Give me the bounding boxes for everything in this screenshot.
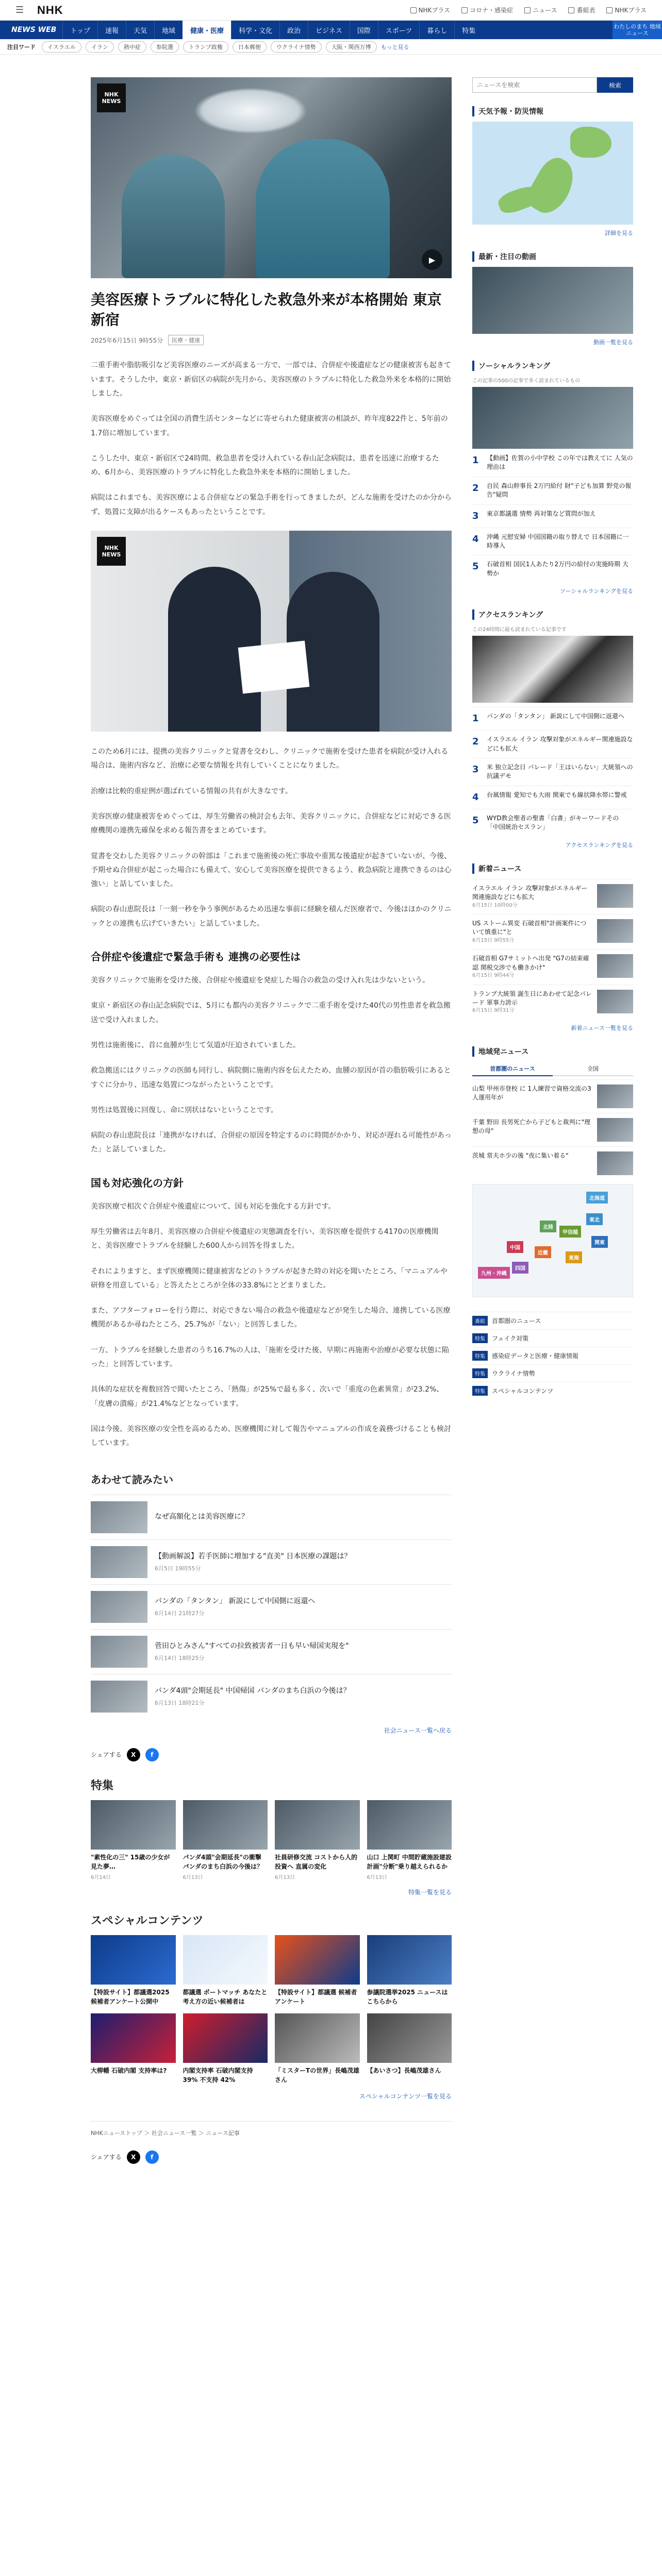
special-card[interactable] bbox=[367, 2013, 452, 2084]
news-item-title: US ストーム異変 石破首相"計画案件について慎重に"と bbox=[472, 920, 587, 936]
article-paragraph: 美容医療をめぐっては全国の消費生活センターなどに寄せられた健康被害の相談が、昨年度822件と、5年前の1.7倍に増加しています。 bbox=[91, 415, 448, 437]
related-item[interactable] bbox=[91, 1495, 452, 1539]
rank-number: 5 bbox=[472, 561, 479, 572]
article-column bbox=[91, 77, 452, 2177]
article-subheading: 国も対応強化の方針 bbox=[91, 1176, 184, 1189]
article-paragraph: 覚書を交わした美容クリニックの幹部は「これまで施術後の死亡事故や重篤な後遺症が起きていないが、今後、予期せぬ合併症が起こった場合にも備えて、安心して美容医療を提供できるよう、救急病院と連携できるのは心強い」と話していました。 bbox=[91, 852, 452, 889]
region-hokkaido[interactable]: 北海道 bbox=[586, 1192, 608, 1204]
video-title: 最新・注目の動画 bbox=[472, 251, 633, 262]
hero-video[interactable] bbox=[91, 77, 452, 278]
weather-title: 天気予報・防災情報 bbox=[472, 106, 633, 116]
special-card-title: 【特設サイト】都議選2025 候補者アンケート公開中 bbox=[91, 1988, 170, 2005]
new-news-more-link[interactable]: 新着ニュース一覧を見る bbox=[571, 1024, 633, 1031]
region-kanto[interactable]: 関東 bbox=[591, 1236, 608, 1248]
keyword-chip[interactable]: 参院選 bbox=[151, 41, 179, 53]
related-thumbnail bbox=[91, 1636, 147, 1668]
local-tabs bbox=[472, 1062, 633, 1076]
feature-card[interactable] bbox=[183, 1800, 268, 1880]
rank-number: 4 bbox=[472, 533, 479, 545]
tab-national[interactable]: 全国 bbox=[553, 1062, 633, 1076]
special-thumbnail bbox=[275, 2013, 360, 2063]
program-item[interactable] bbox=[472, 1312, 633, 1329]
rank-number: 1 bbox=[472, 713, 479, 724]
main-nav bbox=[0, 21, 662, 39]
rank-title: イスラエル イラン 攻撃対象がエネルギー関連施設などにも拡大 bbox=[487, 736, 633, 752]
program-item[interactable] bbox=[472, 1364, 633, 1382]
nav-item-breaking[interactable]: 速報 bbox=[97, 21, 126, 39]
x-share-icon[interactable]: X bbox=[127, 1748, 140, 1761]
article-meta bbox=[91, 335, 452, 345]
program-title: フェイク対策 bbox=[492, 1334, 529, 1342]
region-hokuriku[interactable]: 北陸 bbox=[540, 1221, 556, 1232]
feature-card-title: パンダ4頭"会期延長"の衝撃 パンダのまち白浜の今後は？ bbox=[183, 1853, 263, 1870]
rank-title: 米 独立記念日 パレード「王はいらない」大統領への抗議デモ bbox=[487, 764, 633, 780]
related-thumbnail bbox=[91, 1546, 147, 1578]
article-title: 美容医療トラブルに特化した救急外来が本格開始 東京 新宿 bbox=[91, 291, 442, 329]
article-paragraph: 二重手術や脂肪吸引など美容医療のニーズが高まる一方で、一部では、合併症や後遺症などの健康被害も起きています。そうした中、東京・新宿区の病院が先月から、美容医療のトラブルに特化した救急外来を本格的に開始しました。 bbox=[91, 361, 452, 398]
special-thumbnail bbox=[183, 2013, 268, 2063]
local-news-item-title: 山梨 甲州市登校 に 1人練習で資格交流の3人運用年が bbox=[472, 1084, 591, 1101]
region-tokai[interactable]: 東海 bbox=[566, 1251, 582, 1263]
related-articles bbox=[91, 1471, 452, 1735]
ranking-item[interactable] bbox=[472, 555, 633, 583]
rank-title: 東京都議選 情勢 再対策など質問が加え bbox=[487, 510, 596, 517]
program-badge: 特集 bbox=[472, 1368, 488, 1378]
feature-thumbnail bbox=[367, 1800, 452, 1850]
special-card-title: 【あいさつ】長嶋茂雄さん bbox=[367, 2066, 441, 2074]
article-paragraph: 厚生労働省は去年8月、美容医療の合併症や後遺症の実態調査を行い、美容医療を提供する4170の医療機関と、美容医療でトラブルを経験した600人から回答を得ました。 bbox=[91, 1227, 439, 1250]
keyword-chip[interactable]: ウクライナ情勢 bbox=[271, 41, 322, 53]
top-link-1[interactable]: コロナ・感染症 bbox=[461, 6, 513, 14]
social-ranking-image[interactable] bbox=[472, 387, 633, 449]
nav-item-science[interactable]: 科学・文化 bbox=[231, 21, 279, 39]
local-news-title: 地域発ニュース bbox=[472, 1046, 633, 1057]
news-item[interactable] bbox=[472, 985, 633, 1020]
search-input[interactable] bbox=[472, 77, 597, 93]
related-item[interactable] bbox=[91, 1584, 452, 1629]
tab-capital[interactable]: 首都圏のニュース bbox=[472, 1062, 553, 1076]
program-item[interactable] bbox=[472, 1347, 633, 1364]
ranking-item[interactable] bbox=[472, 707, 633, 730]
related-thumbnail bbox=[91, 1591, 147, 1623]
article-subheading: 合併症や後遺症で緊急手術も 連携の必要性は bbox=[91, 951, 301, 963]
news-item-title: 石破首相 G7サミットへ出発 "G7の結束確認 関税交渉でも働きかけ" bbox=[472, 955, 589, 971]
nav-item-life[interactable]: 暮らし bbox=[419, 21, 454, 39]
ranking-item[interactable] bbox=[472, 730, 633, 758]
feature-card-title: "素性化の三" 15歳の少女が見た夢… bbox=[91, 1853, 170, 1870]
related-more-link[interactable]: 社会ニュース一覧へ戻る bbox=[384, 1726, 452, 1734]
special-section bbox=[91, 1912, 452, 2100]
ranking-item[interactable] bbox=[472, 758, 633, 786]
nav-item-sports[interactable]: スポーツ bbox=[378, 21, 419, 39]
rank-title: 【動画】佐賀の小中学校 この年では教えてに 人気の理由は bbox=[487, 454, 633, 471]
special-card[interactable] bbox=[275, 1935, 360, 2006]
weather-more-link[interactable]: 詳細を見る bbox=[605, 230, 633, 236]
article-paragraph: 国は今後、美容医療の安全性を高めるため、医療機関に対して報告やマニュアルの作成を義務づけることも検討しています。 bbox=[91, 1425, 451, 1448]
article-paragraph: 美容クリニックで施術を受けた後、合併症や後遺症を発症した場合の救急の受け入れ先は少ないという。 bbox=[91, 976, 430, 985]
access-ranking-more-link[interactable]: アクセスランキングを見る bbox=[565, 841, 633, 849]
related-item-date: 6月5日 19時55分 bbox=[155, 1565, 201, 1572]
weather-map[interactable] bbox=[472, 122, 633, 225]
special-card[interactable] bbox=[367, 1935, 452, 2006]
article-paragraph: 一方、トラブルを経験した患者のうち16.7%の人は、「施術を受けた後、早期に再施術や治療が必要な状態に陥った」と回答しています。 bbox=[91, 1346, 449, 1369]
ranking-item[interactable] bbox=[472, 809, 633, 837]
photo-background bbox=[91, 531, 452, 732]
access-ranking-title: アクセスランキング bbox=[472, 609, 633, 620]
document-image bbox=[238, 640, 310, 693]
article-paragraph: 東京・新宿区の春山記念病院では、5月にも都内の美容クリニックで二重手術を受けた40代の男性患者を救急搬送で受け入れました。 bbox=[91, 1002, 451, 1024]
keyword-chip[interactable]: 熱中症 bbox=[118, 41, 146, 53]
special-card-title: 「ミスターTの世界」長嶋茂雄さん bbox=[275, 2066, 360, 2083]
article-body bbox=[91, 359, 452, 1450]
article-category-tag[interactable]: 医療・健康 bbox=[168, 335, 204, 345]
keyword-chip[interactable]: イスラエル bbox=[42, 41, 81, 53]
weather-box bbox=[472, 106, 633, 237]
special-card-title: 内閣支持率 石破内閣支持 39% 不支持 42% bbox=[183, 2066, 253, 2083]
social-ranking-more-link[interactable]: ソーシャルランキングを見る bbox=[559, 588, 633, 595]
region-koshinetsu[interactable]: 甲信越 bbox=[559, 1226, 581, 1238]
feature-section bbox=[91, 1777, 452, 1896]
news-item[interactable] bbox=[472, 914, 633, 949]
rank-title: 石破首相 国民1人あたり2万円の給付の実施時期 大勢か bbox=[487, 561, 628, 577]
nav-brand[interactable]: NEWS WEB bbox=[11, 26, 57, 34]
article-date: 2025年6月15日 9時55分 bbox=[91, 336, 163, 344]
new-news-box bbox=[472, 863, 633, 1032]
news-item-date: 6月15日 10時00分 bbox=[472, 902, 518, 908]
new-news-title: 新着ニュース bbox=[472, 863, 633, 874]
nhk-logo[interactable]: NHK bbox=[37, 3, 63, 16]
keyword-chip[interactable]: トランプ政権 bbox=[183, 41, 228, 53]
news-thumbnail bbox=[597, 1151, 633, 1175]
facebook-share-icon[interactable]: f bbox=[145, 2150, 159, 2164]
news-thumbnail bbox=[597, 954, 633, 978]
special-card-title: 大柳幡 石破内閣 支持率は? bbox=[91, 2066, 167, 2074]
my-town-button[interactable]: わたしのまち 地域ニュース bbox=[613, 21, 662, 39]
keyword-chip[interactable]: 大阪・関西万博 bbox=[326, 41, 377, 53]
ranking-item[interactable] bbox=[472, 449, 633, 477]
special-more-link[interactable]: スペシャルコンテンツ一覧を見る bbox=[359, 2092, 452, 2100]
video-box bbox=[472, 251, 633, 346]
schedule-icon bbox=[568, 7, 574, 13]
program-badge: 特集 bbox=[472, 1333, 488, 1343]
rank-number: 3 bbox=[472, 764, 479, 775]
related-item-date: 6月14日 21時27分 bbox=[155, 1610, 205, 1617]
rank-number: 1 bbox=[472, 455, 479, 466]
region-tohoku[interactable]: 東北 bbox=[586, 1213, 603, 1225]
rank-title: WYD教会聖者の聖書「白書」がキーワードその 「中国統治セスラン」 bbox=[487, 814, 619, 831]
related-item-title: 菅田ひとみさん"すべての拉致被害者一日も早い帰国実現を" bbox=[155, 1642, 349, 1651]
program-title: 感染症データと医療・健康情報 bbox=[492, 1352, 579, 1360]
social-ranking-box bbox=[472, 361, 633, 595]
special-thumbnail bbox=[91, 1935, 176, 1985]
feature-card-title: 社員研修交流 コストから人的投資へ 直属の変化 bbox=[275, 1853, 358, 1870]
related-thumbnail bbox=[91, 1681, 147, 1713]
local-news-item[interactable] bbox=[472, 1113, 633, 1146]
program-title: スペシャルコンテンツ bbox=[492, 1387, 554, 1395]
special-thumbnail bbox=[275, 1935, 360, 1985]
rank-number: 5 bbox=[472, 815, 479, 826]
feature-thumbnail bbox=[91, 1800, 176, 1850]
social-ranking-title: ソーシャルランキング bbox=[472, 361, 633, 371]
keyword-chip[interactable]: 日本郵便 bbox=[233, 41, 267, 53]
special-thumbnail bbox=[183, 1935, 268, 1985]
rank-number: 2 bbox=[472, 482, 479, 494]
plus-icon bbox=[606, 7, 613, 13]
program-box bbox=[472, 1312, 633, 1399]
ranking-item[interactable] bbox=[472, 477, 633, 504]
feature-card-date: 6月13日 bbox=[275, 1874, 295, 1880]
feature-more-link[interactable]: 特集一覧を見る bbox=[408, 1888, 452, 1896]
nhk-news-badge: NHK NEWS bbox=[97, 83, 126, 112]
program-item[interactable] bbox=[472, 1329, 633, 1347]
local-news-box bbox=[472, 1046, 633, 1297]
article-paragraph: 救急搬送にはクリニックの医師も同行し、病院側に施術内容を伝えたため、血腫の原因が首の脂肪吸引にあるとすぐに分かり、迅速な処置につながったということです。 bbox=[91, 1066, 451, 1089]
nav-item-world[interactable]: 国際 bbox=[350, 21, 378, 39]
feature-thumbnail bbox=[183, 1800, 268, 1850]
news-item-title: トランプ大統領 誕生日にあわせて記念パレード 軍事力誇示 bbox=[472, 990, 592, 1006]
nav-item-feature[interactable]: 特集 bbox=[454, 21, 483, 39]
keyword-label: 注目ワード bbox=[7, 43, 36, 50]
ranking-item[interactable] bbox=[472, 528, 633, 555]
x-share-icon[interactable]: X bbox=[127, 2150, 140, 2164]
rank-title: パンダの「タンタン」 新説にして中国側に返還へ bbox=[487, 713, 624, 720]
top-links bbox=[410, 6, 647, 14]
news-item[interactable] bbox=[472, 949, 633, 984]
play-icon[interactable]: ▶ bbox=[422, 249, 442, 270]
region-kyushu[interactable]: 九州・沖縄 bbox=[478, 1267, 510, 1279]
related-item-title: パンダの「タンタン」 新説にして中国側に返還へ bbox=[155, 1597, 316, 1606]
article-paragraph: こうした中、東京・新宿区で24時間、救急患者を受け入れている春山記念病院は、患者を迅速に治療するため、6月から、美容医療のトラブルに特化した救急外来を本格的に開始しました。 bbox=[91, 454, 439, 477]
map-land bbox=[570, 127, 611, 158]
news-item-date: 6月15日 9時55分 bbox=[472, 937, 515, 943]
nhk-news-badge: NHK NEWS bbox=[97, 537, 126, 566]
keyword-more-link[interactable]: もっと見る bbox=[380, 43, 409, 50]
news-thumbnail bbox=[597, 919, 633, 943]
virus-icon bbox=[461, 7, 468, 13]
rank-number: 3 bbox=[472, 510, 479, 521]
feature-card-title: 山口 上関町 中間貯蔵施設建設計画"分断"乗り越えられるか bbox=[367, 1853, 452, 1870]
article-paragraph: 具体的な症状を複数回答で聞いたところ、「熱傷」が25%で最も多く、次いで「重度の色素異常」が23.2%、「皮膚の潰瘍」が21.4%などとなっています。 bbox=[91, 1385, 444, 1408]
article-paragraph: また、アフターフォローを行う際に、対応できない場合の救急や後遺症などが発生した場合、連携している医療機関があるか尋ねたところ、25.7%が「ない」と回答しました。 bbox=[91, 1307, 451, 1329]
related-item[interactable] bbox=[91, 1629, 452, 1674]
local-news-item[interactable] bbox=[472, 1146, 633, 1180]
news-thumbnail bbox=[597, 990, 633, 1013]
nav-item-top[interactable]: トップ bbox=[62, 21, 97, 39]
feature-thumbnail bbox=[275, 1800, 360, 1850]
program-title: 首都圏のニュース bbox=[492, 1317, 541, 1325]
share-bar-bottom bbox=[91, 2150, 452, 2164]
news-thumbnail bbox=[597, 1084, 633, 1108]
special-card-title: 参議院選挙2025 ニュースはこちらから bbox=[367, 1988, 448, 2005]
feature-card-date: 6月13日 bbox=[367, 1874, 387, 1880]
related-item[interactable] bbox=[91, 1539, 452, 1584]
feature-card-date: 6月13日 bbox=[183, 1874, 203, 1880]
related-item-title: パンダ4頭"会期延長" 中国帰国 パンダのまち白浜の今後は？ bbox=[155, 1687, 351, 1696]
featured-video[interactable] bbox=[472, 267, 633, 334]
news-item-title: イスラエル イラン 攻撃対象がエネルギー関連施設などにも拡大 bbox=[472, 884, 588, 901]
article-paragraph: 男性は処置後に回復し、命に別状はないということです。 bbox=[91, 1106, 278, 1114]
local-news-item-title: 千葉 野田 長男死亡から子どもと裁判に"理想の母" bbox=[472, 1118, 591, 1135]
nav-item-region[interactable]: 地域 bbox=[154, 21, 183, 39]
surgeon-figure-image bbox=[256, 139, 390, 278]
ranking-item[interactable] bbox=[472, 786, 633, 809]
special-card[interactable] bbox=[183, 2013, 268, 2084]
region-kinki[interactable]: 近畿 bbox=[535, 1246, 551, 1258]
special-card[interactable] bbox=[275, 2013, 360, 2084]
panda-image[interactable] bbox=[472, 636, 633, 703]
news-item-date: 6月15日 9時44分 bbox=[472, 973, 515, 979]
map-land bbox=[522, 152, 582, 219]
related-title: あわせて読みたい bbox=[91, 1473, 173, 1486]
region-chugoku[interactable]: 中国 bbox=[507, 1241, 523, 1253]
nav-item-weather[interactable]: 天気 bbox=[126, 21, 154, 39]
article-paragraph: 病院はこれまでも、美容医療による合併症などの緊急手術を行ってきましたが、どんな施術を受けたのか分からず、処置に支障が出るケースもあったということです。 bbox=[91, 494, 452, 516]
related-item[interactable] bbox=[91, 1674, 452, 1719]
signing-photo bbox=[91, 531, 452, 732]
local-news-item-title: 茨城 常夫ホ少の後 "夜に集い着る" bbox=[472, 1151, 569, 1159]
search-form bbox=[472, 77, 633, 93]
rank-number: 2 bbox=[472, 736, 479, 748]
related-item-date: 6月14日 18時25分 bbox=[155, 1655, 205, 1662]
article-paragraph: 病院の春山恵院長は「連携がなければ、合併症の原因を特定するのに時間がかかり、対応が遅れる可能性があった」と話していました。 bbox=[91, 1131, 452, 1154]
tv-icon bbox=[410, 7, 417, 13]
nav-item-politics[interactable]: 政治 bbox=[279, 21, 308, 39]
region-shikoku[interactable]: 四国 bbox=[512, 1262, 528, 1274]
article-paragraph: このため6月には、提携の美容クリニックと覚書を交わし、クリニックで施術を受けた患者を病院が受け入れる場合は、施術内容など、治療に必要な情報を共有していくことになりました。 bbox=[91, 748, 449, 770]
surgeon-figure-image bbox=[122, 155, 225, 278]
program-badge: 特集 bbox=[472, 1351, 488, 1361]
rank-title: 沖縄 元慰安婦 中国国籍の取り替えで 日本国籍に一時導入 bbox=[487, 533, 629, 550]
search-button[interactable]: 検索 bbox=[597, 77, 633, 93]
article-paragraph: 美容医療の健康被害をめぐっては、厚生労働省の検討会も去年、美容クリニックに、合併症などに対応できる医療機関の連携先確保を求める報告書をまとめています。 bbox=[91, 812, 451, 835]
nav-item-health[interactable]: 健康・医療 bbox=[183, 21, 231, 39]
nav-item-business[interactable]: ビジネス bbox=[308, 21, 350, 39]
news-thumbnail bbox=[597, 1118, 633, 1142]
surgical-light-image bbox=[194, 88, 307, 134]
share-bar bbox=[91, 1748, 452, 1761]
related-item-title: なぜ高額化とは美容医療に？ bbox=[155, 1513, 249, 1521]
special-card[interactable] bbox=[91, 1935, 176, 2006]
access-ranking-note: この24時間に最も読まれている記事です bbox=[472, 627, 567, 633]
video-more-link[interactable]: 動画一覧を見る bbox=[593, 339, 633, 346]
article-paragraph: 治療は比較的重症例が選ばれている情報の共有が大きなです。 bbox=[91, 787, 292, 795]
top-link-3[interactable]: 番組表 bbox=[568, 6, 595, 14]
article-paragraph: それによりますと、まず医療機関に健康被害などのトラブルが起きた時の対応を聞いたところ、「マニュアルや研修を用意している」と答えたところが全体の33.8%にとどまりました。 bbox=[91, 1267, 448, 1290]
feature-card[interactable] bbox=[367, 1800, 452, 1880]
news-item[interactable] bbox=[472, 879, 633, 914]
program-item[interactable] bbox=[472, 1382, 633, 1399]
related-thumbnail bbox=[91, 1501, 147, 1533]
program-badge: 特集 bbox=[472, 1386, 488, 1396]
rank-number: 4 bbox=[472, 791, 479, 803]
news-icon bbox=[524, 7, 531, 13]
facebook-share-icon[interactable]: f bbox=[145, 1748, 159, 1761]
special-card-title: 都議選 ボートマッチ あなたと考え方の近い候補者は bbox=[183, 1988, 268, 2005]
top-link-0[interactable]: NHKプラス bbox=[410, 6, 451, 14]
ranking-item[interactable] bbox=[472, 504, 633, 528]
share-label: シェアする bbox=[91, 1751, 122, 1759]
related-item-date: 6月13日 18時21分 bbox=[155, 1700, 205, 1707]
social-ranking-note: この記事の500の記事で多く読まれているもの bbox=[472, 378, 581, 384]
keyword-chip[interactable]: イラン bbox=[86, 41, 114, 53]
rank-title: 自民 森山幹事長 2万円給付 財"子ども加算 野党の報告"疑問 bbox=[487, 482, 632, 499]
special-card-title: 【特設サイト】都議選 候補者アンケート bbox=[275, 1988, 357, 2005]
news-item-date: 6月15日 9時31分 bbox=[472, 1008, 515, 1014]
special-thumbnail bbox=[91, 2013, 176, 2063]
article-paragraph: 男性は施術後に、首に血腫が生じて気道が圧迫されていました。 bbox=[91, 1041, 300, 1049]
sidebar bbox=[472, 77, 633, 1414]
region-map bbox=[472, 1184, 633, 1297]
special-title: スペシャルコンテンツ bbox=[91, 1914, 204, 1927]
feature-title: 特集 bbox=[91, 1779, 114, 1792]
feature-card[interactable] bbox=[275, 1800, 360, 1880]
top-link-4[interactable]: NHKプラス bbox=[606, 6, 647, 14]
share-label: シェアする bbox=[91, 2154, 122, 2161]
news-thumbnail bbox=[597, 884, 633, 908]
special-thumbnail bbox=[367, 1935, 452, 1985]
program-title: ウクライナ情勢 bbox=[492, 1369, 535, 1377]
related-item-title: 【動画解説】若手医師に増加する"直美" 日本医療の課題は？ bbox=[155, 1552, 352, 1561]
access-ranking-box bbox=[472, 609, 633, 849]
feature-card[interactable] bbox=[91, 1800, 176, 1880]
rank-title: 台風情報 愛知でも大雨 関東でも線状降水帯に警戒 bbox=[487, 791, 627, 799]
special-card[interactable] bbox=[183, 1935, 268, 2006]
article-paragraph: 病院の春山恵院長は「一刻一秒を争う事例があるため迅速な事前に経験を積んだ医療者で、今後はほかのクリニックとの連携も広げていきたい」と話していました。 bbox=[91, 905, 452, 928]
local-news-item[interactable] bbox=[472, 1079, 633, 1113]
top-link-2[interactable]: ニュース bbox=[524, 6, 557, 14]
special-thumbnail bbox=[367, 2013, 452, 2063]
article-paragraph: 美容医療で相次ぐ合併症や後遺症について、国も対応を強化する方針です。 bbox=[91, 1202, 336, 1211]
menu-icon[interactable]: ☰ bbox=[15, 5, 24, 15]
top-bar bbox=[0, 0, 662, 21]
feature-card-date: 6月14日 bbox=[91, 1874, 111, 1880]
breadcrumb[interactable]: NHKニューストップ ＞ 社会ニュース一覧 ＞ ニュース記事 bbox=[91, 2121, 452, 2137]
program-badge: 番組 bbox=[472, 1316, 488, 1326]
keyword-bar bbox=[0, 39, 662, 55]
special-card[interactable] bbox=[91, 2013, 176, 2084]
